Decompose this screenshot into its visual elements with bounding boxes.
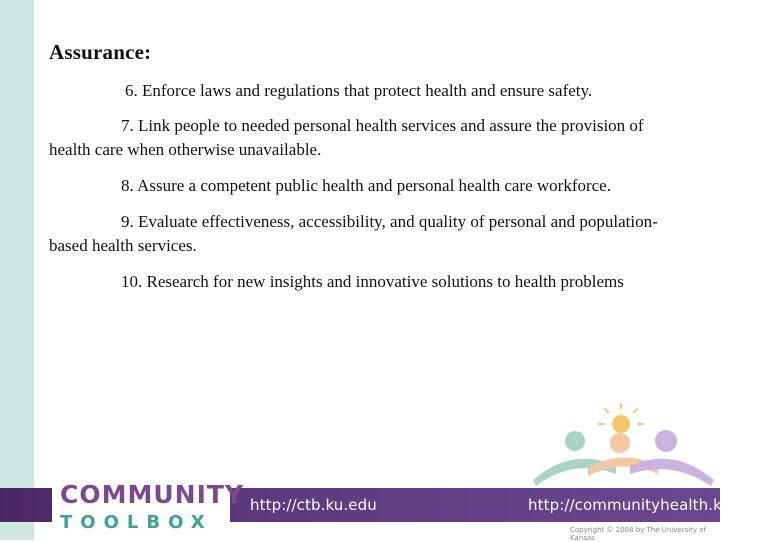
slide-heading: Assurance: (49, 40, 152, 64)
list-item: 6. Enforce laws and regulations that protect health and ensure safety. (125, 81, 593, 100)
left-accent-strip (0, 0, 34, 540)
list-item: 8. Assure a competent public health and personal health care workforce. (121, 176, 611, 195)
list-item: 10. Research for new insights and innovative solutions to health problems (121, 272, 624, 291)
community-people-graphic (528, 404, 718, 490)
list-item: 9. Evaluate effectiveness, accessibility, and quality of personal and population-based health services. (49, 212, 658, 255)
copyright-text: Copyright © 2008 by The University of Kansas (570, 526, 707, 542)
slide-content (49, 40, 689, 306)
logo-toolbox-text: TOOLBOX (60, 512, 213, 533)
person-teal-icon (533, 431, 616, 486)
communityhealth-url-link[interactable]: http://communityhealth.ku.edu/ (528, 496, 770, 514)
ctb-url-link[interactable]: http://ctb.ku.edu (250, 496, 377, 514)
list-item: 7. Link people to needed personal health services and assure the provision of health care when otherwise unavailable. (49, 116, 644, 159)
person-lavender-icon (630, 430, 714, 486)
sun-icon (599, 404, 643, 433)
logo-community-text: COMMUNITY (60, 480, 245, 509)
